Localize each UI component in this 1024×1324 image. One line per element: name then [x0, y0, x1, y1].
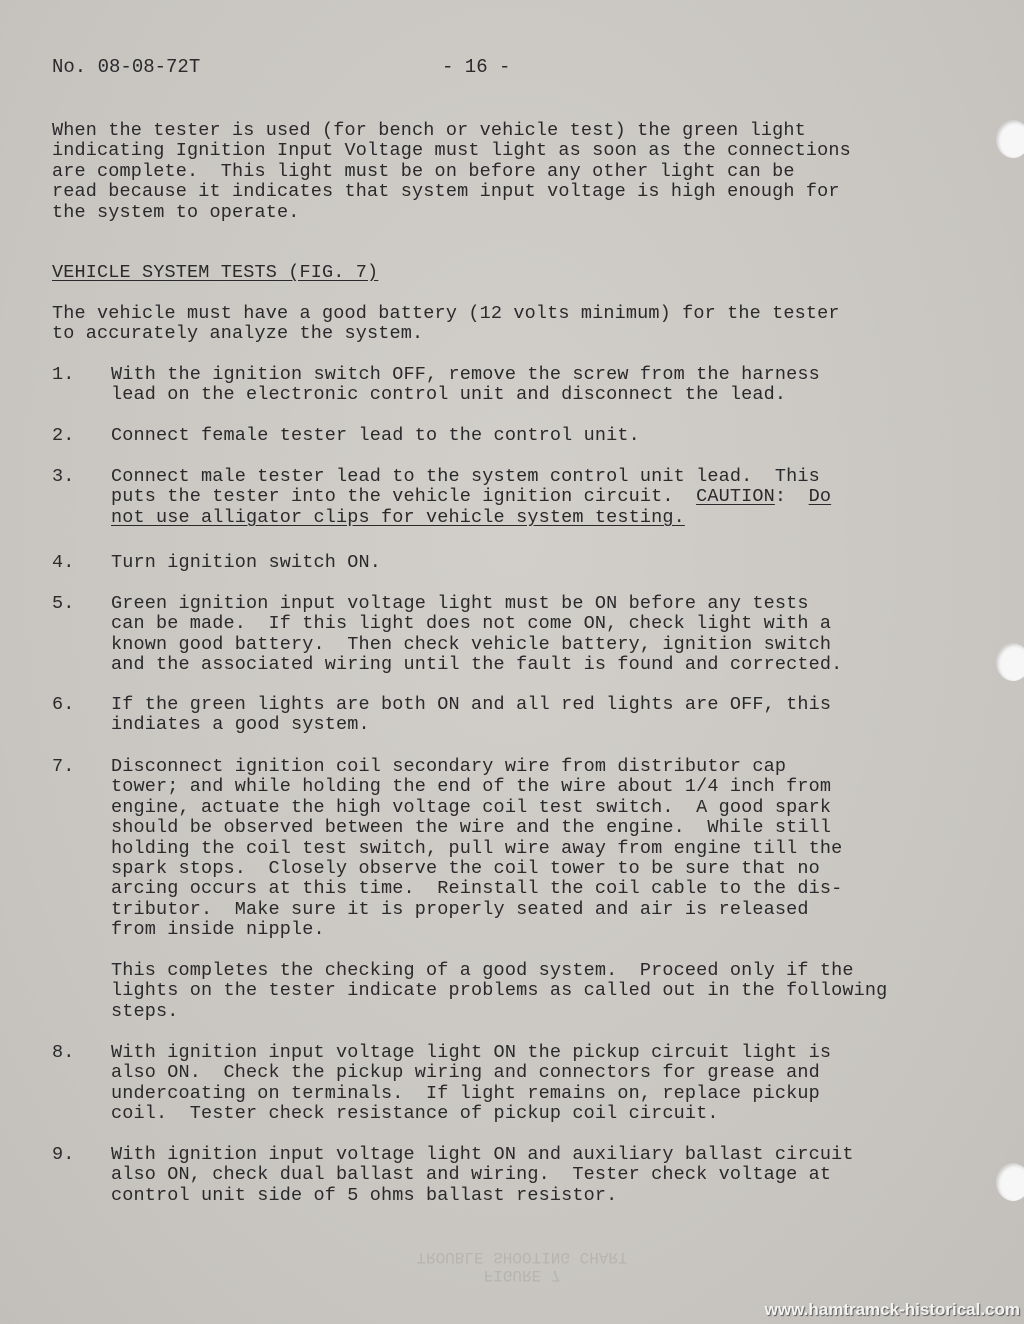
bleed-through-text: FIGURE 7 TROUBLE SHOOTING CHART [416, 1248, 628, 1284]
step-text-part: Connect male tester lead to the system control unit lead. This puts the tester into the vehicle ignition circuit. [111, 466, 820, 508]
step-item [52, 756, 843, 941]
step-text: With the ignition switch OFF, remove the screw from the harness lead on the electronic control unit and disconnect the lead. [111, 364, 820, 406]
punch-hole [996, 643, 1024, 681]
step-item [52, 1144, 854, 1227]
step-text: Disconnect ignition coil secondary wire from distributor cap tower; and while holding the end of the wire about 1/4 inch from engine, actuate the high voltage coil test switch. A good spark should be observed between the wire and the engine. While still holding the coil test switch, pull wire away from engine till the spark stops. Closely observe the coil tower to be sure that no arcing occurs at this time. Reinstall the coil cable to the dis- tributor. Make sure it is properly seated and air is released from inside nipple. [111, 756, 843, 941]
step-text: With ignition input voltage light ON the pickup circuit light is also ON. Check the pickup wiring and connectors for grease and undercoating on terminals. If light remains on, replace pickup coil. Tester check resistance of pickup coil circuit. [111, 1042, 832, 1125]
caution-text: Do [808, 486, 832, 508]
step-number: 4. [52, 552, 75, 573]
step-item [52, 466, 832, 549]
punch-hole [996, 120, 1024, 158]
step-number: 5. [52, 593, 75, 614]
step-number: 1. [52, 364, 75, 385]
punch-hole [996, 1163, 1024, 1201]
step-text-part: : [774, 486, 809, 508]
intro-paragraph: When the tester is used (for bench or vehicle test) the green light indicating Ignition Input Voltage must light as soon as the connections are complete. This light must be on before any other light can be read because it indicates that system input voltage is high enough for the system to operate. [52, 120, 851, 223]
step-number: 3. [52, 466, 75, 487]
step-text: Connect female tester lead to the control unit. [111, 425, 640, 446]
step-number: 2. [52, 425, 75, 446]
caution-label: CAUTION [696, 486, 775, 508]
document-number: No. 08-08-72T [52, 56, 201, 78]
step-number: 8. [52, 1042, 75, 1063]
step-text: Green ignition input voltage light must be ON before any tests can be made. If this light does not come ON, check light with a known good battery. Then check vehicle battery, ignition switch and the associated wiring until the fault is found and corrected. [111, 593, 843, 676]
page-number: - 16 - [442, 56, 511, 78]
section-heading: VEHICLE SYSTEM TESTS (FIG. 7) [52, 262, 379, 283]
caution-text: not use alligator clips for vehicle system testing. [111, 506, 685, 528]
step-item [52, 593, 843, 676]
step-text: With ignition input voltage light ON and auxiliary ballast circuit also ON, check dual ballast and wiring. Tester check voltage at control unit side of 5 ohms ballast resistor. [111, 1144, 854, 1206]
step-number: 9. [52, 1144, 75, 1165]
step-item [52, 1042, 832, 1125]
section-lead-paragraph: The vehicle must have a good battery (12 volts minimum) for the tester to accurately analyze the system. [52, 303, 840, 345]
site-watermark: www.hamtramck-historical.com [764, 1300, 1020, 1319]
step-number: 7. [52, 756, 75, 777]
step-number: 6. [52, 694, 75, 715]
step-text: Turn ignition switch ON. [111, 552, 382, 573]
good-system-note: This completes the checking of a good system. Proceed only if the lights on the tester indicate problems as called out in the following steps. [111, 960, 888, 1022]
step-text: If the green lights are both ON and all red lights are OFF, this indiates a good system. [111, 694, 832, 736]
step-text [111, 467, 831, 528]
